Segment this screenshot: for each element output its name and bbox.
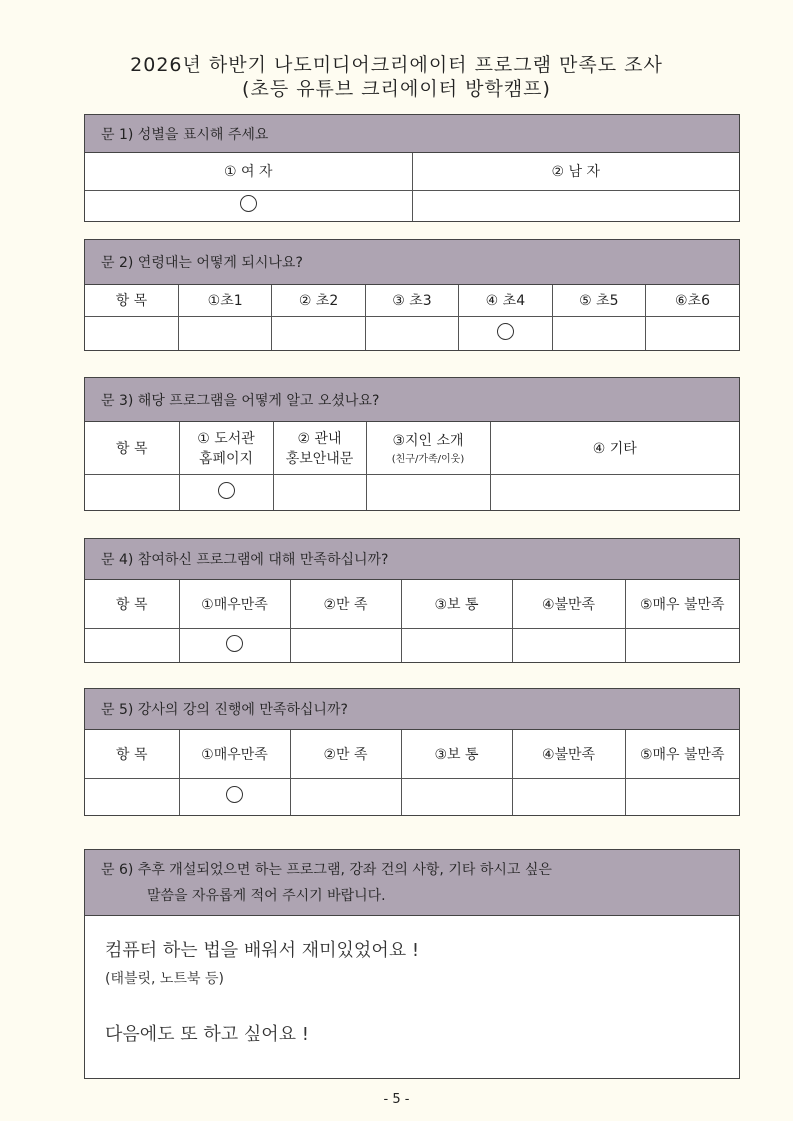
q3-row-label: 항 목 xyxy=(85,422,179,474)
q1-answer-row xyxy=(85,190,739,221)
q3-blank-cell xyxy=(85,474,179,510)
question-4 xyxy=(84,538,740,663)
q3-option-line2: 홈페이지 xyxy=(198,450,254,467)
question-6-header xyxy=(85,850,739,916)
question-2 xyxy=(84,239,740,351)
q5-answer-cell[interactable] xyxy=(179,778,290,815)
q2-answer-cell[interactable] xyxy=(646,316,739,350)
q3-option-line1: ③지인 소개 xyxy=(392,433,464,450)
question-5 xyxy=(84,688,740,816)
q5-blank-cell xyxy=(85,778,179,815)
q1-option-female: ① 여 자 xyxy=(85,153,412,190)
question-2-header: 문 2) 연령대는 어떻게 되시나요? xyxy=(85,240,739,285)
q2-option: ①초1 xyxy=(178,285,271,316)
q5-answer-cell[interactable] xyxy=(401,778,512,815)
question-6-header-line1: 문 6) 추후 개설되었으면 하는 프로그램, 강좌 건의 사항, 기타 하시고 싶은 xyxy=(101,861,552,878)
q2-option: ⑥초6 xyxy=(646,285,739,316)
q1-answer-cell[interactable] xyxy=(412,190,739,221)
q5-answer-cell[interactable] xyxy=(512,778,625,815)
q2-row-label: 항 목 xyxy=(85,285,178,316)
q3-option xyxy=(366,422,490,474)
q5-option: ⑤매우 불만족 xyxy=(625,730,739,778)
q4-row-label: 항 목 xyxy=(85,580,179,628)
q4-blank-cell xyxy=(85,628,179,662)
q3-answer-cell[interactable] xyxy=(366,474,490,510)
q2-answer-cell[interactable] xyxy=(365,316,458,350)
question-1 xyxy=(84,114,740,222)
q4-answer-cell[interactable] xyxy=(512,628,625,662)
q5-answer-row xyxy=(85,778,739,815)
q3-answer-cell[interactable] xyxy=(179,474,273,510)
q6-answer-line3[interactable]: 다음에도 또 하고 싶어요 ! xyxy=(105,1024,309,1045)
q5-answer-cell[interactable] xyxy=(625,778,739,815)
q4-option: ③보 통 xyxy=(401,580,512,628)
survey-title: 2026년 하반기 나도미디어크리에이터 프로그램 만족도 조사 xyxy=(130,54,663,76)
q3-option-line1: ② 관내 xyxy=(297,430,342,447)
q3-option xyxy=(179,422,273,474)
q2-option: ③ 초3 xyxy=(365,285,458,316)
q5-option: ①매우만족 xyxy=(179,730,290,778)
q2-blank-cell xyxy=(85,316,178,350)
q2-answer-cell[interactable] xyxy=(178,316,271,350)
q1-option-male: ② 남 자 xyxy=(412,153,739,190)
question-6 xyxy=(84,849,740,1079)
selection-mark xyxy=(218,482,235,499)
q5-answer-cell[interactable] xyxy=(290,778,401,815)
q5-row-label: 항 목 xyxy=(85,730,179,778)
q1-answer-cell[interactable] xyxy=(85,190,412,221)
q6-answer-line1[interactable]: 컴퓨터 하는 법을 배워서 재미있었어요 ! xyxy=(105,940,420,961)
survey-subtitle: (초등 유튜브 크리에이터 방학캠프) xyxy=(242,78,551,100)
q2-option: ⑤ 초5 xyxy=(552,285,645,316)
q4-option: ④불만족 xyxy=(512,580,625,628)
q5-option: ④불만족 xyxy=(512,730,625,778)
q3-option-line2: (친구/가족/이웃) xyxy=(391,454,465,466)
q3-answer-cell[interactable] xyxy=(490,474,739,510)
question-3 xyxy=(84,377,740,511)
selection-mark xyxy=(497,323,514,340)
q3-option-line2: 홍보안내문 xyxy=(285,450,354,467)
q4-option: ①매우만족 xyxy=(179,580,290,628)
q2-option: ④ 초4 xyxy=(459,285,552,316)
q6-answer-line2[interactable]: (태블릿, 노트북 등) xyxy=(105,971,224,987)
q5-option: ②만 족 xyxy=(290,730,401,778)
q2-answer-cell[interactable] xyxy=(552,316,645,350)
q3-option xyxy=(273,422,366,474)
question-6-header-line2: 말씀을 자유롭게 적어 주시기 바랍니다. xyxy=(147,887,386,904)
q2-answer-cell[interactable] xyxy=(272,316,365,350)
question-1-header: 문 1) 성별을 표시해 주세요 xyxy=(85,115,739,153)
selection-mark xyxy=(226,635,243,652)
q4-option: ②만 족 xyxy=(290,580,401,628)
question-3-header: 문 3) 해당 프로그램을 어떻게 알고 오셨나요? xyxy=(85,378,739,422)
q3-option xyxy=(490,422,739,474)
q2-option: ② 초2 xyxy=(272,285,365,316)
q4-answer-cell[interactable] xyxy=(401,628,512,662)
q3-option-line1: ① 도서관 xyxy=(197,430,255,447)
q5-option: ③보 통 xyxy=(401,730,512,778)
q3-option-line1: ④ 기타 xyxy=(592,440,637,457)
q4-answer-cell[interactable] xyxy=(179,628,290,662)
q2-answer-cell[interactable] xyxy=(459,316,552,350)
q2-answer-row xyxy=(85,316,739,350)
q4-answer-cell[interactable] xyxy=(290,628,401,662)
q3-answer-cell[interactable] xyxy=(273,474,366,510)
question-5-header: 문 5) 강사의 강의 진행에 만족하십니까? xyxy=(85,689,739,730)
q4-answer-cell[interactable] xyxy=(625,628,739,662)
page-number: - 5 - xyxy=(383,1092,410,1107)
q3-answer-row xyxy=(85,474,739,510)
selection-mark xyxy=(226,786,243,803)
selection-mark xyxy=(240,195,257,212)
q4-answer-row xyxy=(85,628,739,662)
q4-option: ⑤매우 불만족 xyxy=(625,580,739,628)
question-4-header: 문 4) 참여하신 프로그램에 대해 만족하십니까? xyxy=(85,539,739,580)
